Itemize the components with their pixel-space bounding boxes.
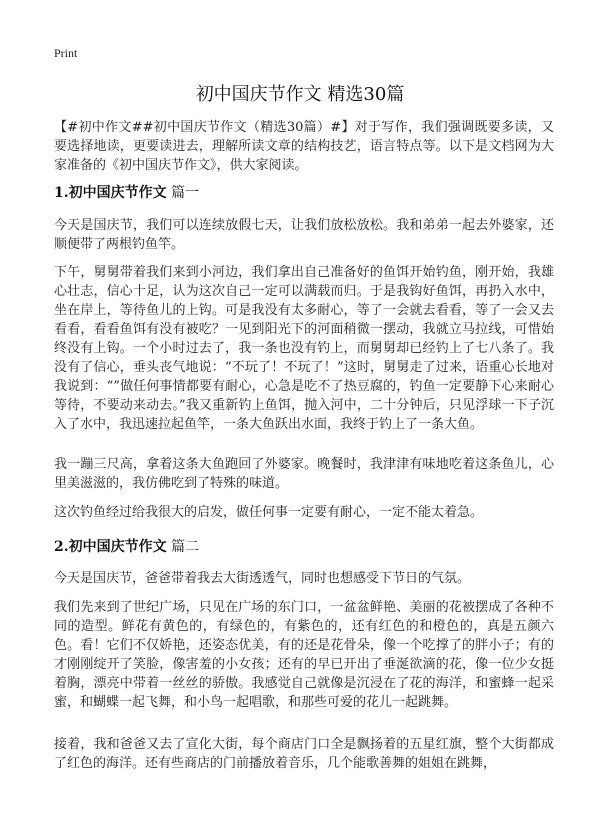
section-1-paragraph-3: 我一蹦三尺高，拿着这条大鱼跑回了外婆家。晚餐时，我津津有味地吃着这条鱼儿，心里美滋滋的，我仿佛吃到了特殊的味道。 xyxy=(54,457,554,491)
section-1-paragraph-1: 今天是国庆节，我们可以连续放假七天，让我们放松放松。我和弟弟一起去外婆家，还顺便带了两根钓鱼竿。 xyxy=(54,218,554,252)
section-2-heading-main: 2.初中国庆节作文 xyxy=(54,539,167,555)
section-1-paragraph-2: 下午，舅舅带着我们来到小河边，我们拿出自己准备好的鱼饵开始钓鱼，刚开始，我雄心壮志，信心十足，认为这次自己一定可以满载而归。于是我钩好鱼饵，再扔入水中，坐在岸上，等待鱼儿的上钩。可是我没有太多耐心，等了一会就去看看，等了一会又去看看，看看鱼饵有没有被吃？一见到阳光下的河面稍微一摆动，我就立马拉线，可惜始终没有上钩。一个小时过去了，我一条也没有钓上，而舅舅却已经钓上了七八条了。我没有了信心，垂头丧气地说：“不玩了！不玩了！”这时，舅舅走了过来，语重心长地对我说到：“”做任何事情都要有耐心，心急是吃不了热豆腐的，钓鱼一定要静下心来耐心等待，不要动来动去。”我又重新钓上鱼饵，抛入河中，二十分钟后，只见浮球一下子沉入了水中，我迅速拉起鱼竿，一条大鱼跃出水面，我终于钓上了一条大鱼。 xyxy=(54,265,554,432)
section-2-heading-sub: 篇二 xyxy=(166,539,200,555)
section-1-heading-sub: 篇一 xyxy=(166,185,200,201)
page-title: 初中国庆节作文 精选30篇 xyxy=(195,84,405,105)
intro-paragraph: 【#初中作文##初中国庆节作文（精选30篇）#】对于写作，我们强调既要多读，又要选择地读，更要读进去，理解所读文章的结构技艺，语言特点等。以下是文档网为大家准备的《初中国庆节作文》，供大家阅读。 xyxy=(54,120,554,173)
section-1-heading-main: 1.初中国庆节作文 xyxy=(54,185,167,201)
section-2-paragraph-1: 今天是国庆节，爸爸带着我去大街透透气，同时也想感受下节日的气氛。 xyxy=(54,571,471,586)
section-2-heading xyxy=(54,537,554,557)
section-2-paragraph-2: 我们先来到了世纪广场，只见在广场的东门口，一盆盆鲜艳、美丽的花被摆成了各种不同的造型。鲜花有黄色的，有绿色的，有紫色的，还有红色的和橙色的，真是五颜六色。看！它们不仅娇艳，还姿态优美，有的还是花骨朵，像一个吃撑了的胖小子；有的才刚刚绽开了笑脸，像害羞的小女孩；还有的早已开出了垂涎欲滴的花，像一位少女挺着胸，漂亮中带着一丝丝的骄傲。我感觉自己就像是沉浸在了花的海洋，和蜜蜂一起采蜜，和蝴蝶一起飞舞，和小鸟一起唱歌，和那些可爱的花儿一起跳舞。 xyxy=(54,600,554,710)
print-link[interactable]: Print xyxy=(54,46,78,60)
section-1-heading xyxy=(54,183,554,203)
section-2-paragraph-3: 接着，我和爸爸又去了宣化大街，每个商店门口全是飘扬着的五星红旗，整个大街都成了红色的海洋。还有些商店的门前播放着音乐，几个能歌善舞的姐姐在跳舞， xyxy=(54,737,554,771)
section-1-paragraph-4: 这次钓鱼经过给我很大的启发，做任何事一定要有耐心，一定不能太着急。 xyxy=(54,505,484,520)
